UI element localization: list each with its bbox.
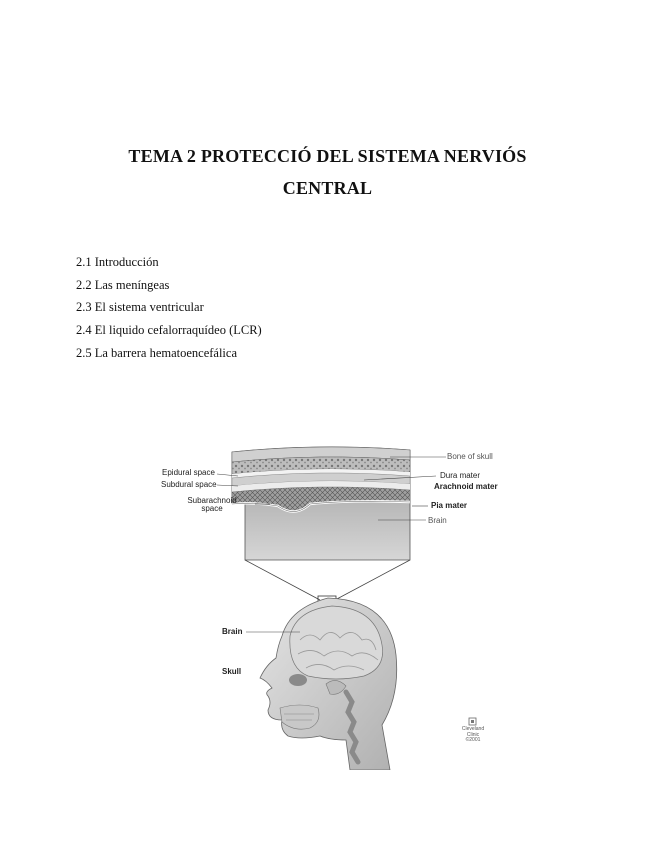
label-subarachnoid-space	[170, 497, 254, 513]
label-brain: Brain	[222, 627, 243, 636]
toc-item: 2.2 Las meníngeas	[76, 277, 170, 292]
label-brain-inset: Brain	[428, 516, 447, 525]
head-profile	[260, 598, 397, 770]
table-of-contents	[76, 253, 262, 366]
document-title-line2: CENTRAL	[282, 178, 373, 198]
toc-item: 2.3 El sistema ventricular	[76, 300, 204, 315]
label-arachnoid-mater: Arachnoid mater	[434, 482, 498, 491]
toc-item: 2.4 El liquido cefalorraquídeo (LCR)	[76, 323, 262, 338]
meninges-illustration	[150, 440, 510, 770]
credit-logo-mark	[471, 720, 474, 723]
credit-line2: Clinic	[466, 731, 480, 738]
meninges-inset	[232, 447, 410, 605]
label-subarachnoid-line2: space	[201, 504, 223, 513]
label-subdural-space: Subdural space	[161, 480, 217, 489]
credit-line3: ©2001	[465, 737, 481, 743]
credit-text	[456, 727, 490, 744]
label-epidural-space: Epidural space	[162, 468, 215, 477]
label-pia-mater: Pia mater	[431, 501, 468, 510]
label-dura-mater: Dura mater	[440, 471, 481, 480]
document-title-line1: TEMA 2 PROTECCIÓ DEL SISTEMA NERVIÓS	[128, 146, 527, 166]
credit-line1: Cleveland	[461, 726, 485, 732]
toc-item: 2.1 Introducción	[76, 255, 159, 269]
label-skull: Skull	[222, 667, 242, 676]
label-subarachnoid-line1: Subarachnoid	[187, 496, 237, 505]
toc-item: 2.5 La barrera hematoencefálica	[76, 345, 238, 360]
label-bone-of-skull: Bone of skull	[447, 452, 493, 461]
